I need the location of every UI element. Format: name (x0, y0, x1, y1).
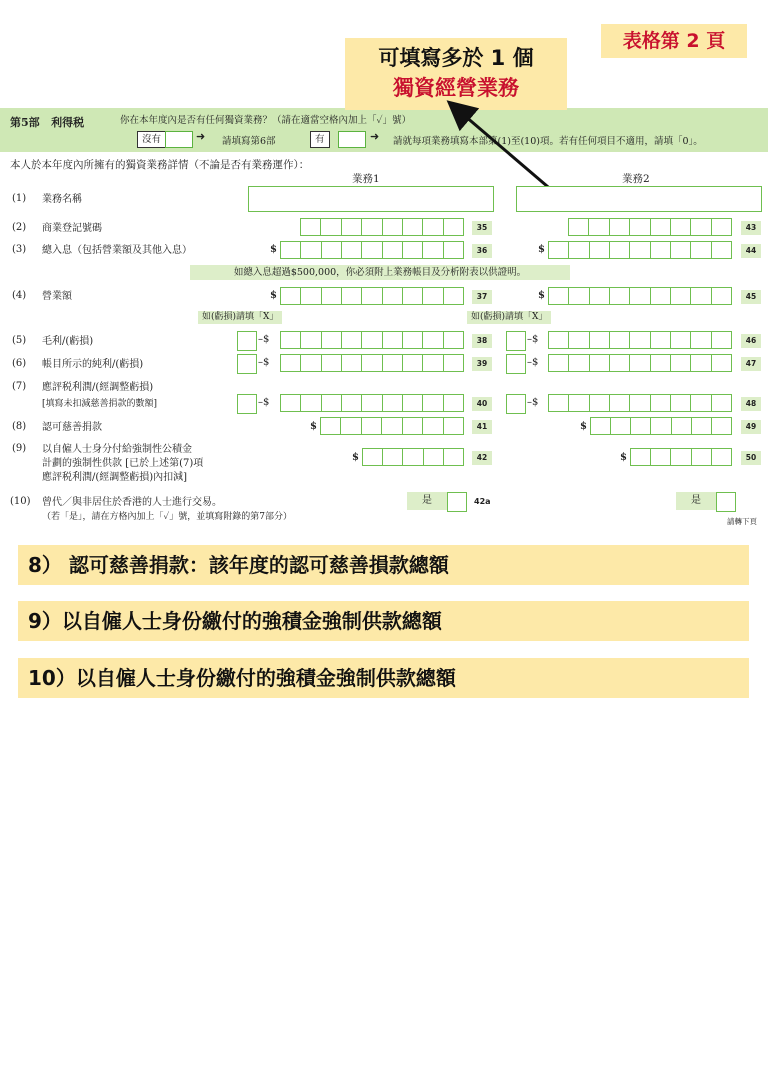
dollar-sign: $ (352, 452, 359, 463)
business2-charity-input[interactable] (590, 417, 732, 435)
dollar-sign: $ (270, 244, 277, 255)
yes-label: 是 (407, 492, 447, 510)
field-code: 46 (741, 334, 761, 348)
column-header-business1: 業務1 (352, 173, 380, 185)
field-code: 43 (741, 221, 761, 235)
row-sublabel: （若「是」，請在方格內加上「✓」號，並填寫附錄的第7部分） (42, 512, 293, 522)
row-sublabel: [填寫未扣減慈善捐款的數額] (42, 399, 158, 409)
dash-dollar: –$ (527, 357, 539, 368)
row-label: 應評税利潤/(經調整虧損) (42, 382, 154, 393)
field-code: 38 (472, 334, 492, 348)
field-code: 47 (741, 357, 761, 371)
income-note: 如總入息超過$500,000，你必須附上業務帳目及分析附表以供證明。 (190, 265, 570, 280)
row-label: 總入息（包括營業額及其他入息） (42, 245, 192, 256)
dollar-sign: $ (538, 290, 545, 301)
row-sublabel: 計劃的強制性供款 [已於上述第(7)項 (42, 458, 204, 469)
field-code: 42 (472, 451, 492, 465)
row-number: (9) (12, 443, 27, 454)
field-code: 45 (741, 290, 761, 304)
row-label: 毛利/(虧損) (42, 336, 94, 347)
field-code: 49 (741, 420, 761, 434)
business2-name-input[interactable] (516, 186, 762, 212)
business2-gross-loss-checkbox[interactable] (506, 331, 526, 351)
arrow-right-icon: ➜ (196, 130, 206, 143)
business1-gross-loss-checkbox[interactable] (237, 331, 257, 351)
business1-net-profit-input[interactable] (280, 354, 464, 372)
dollar-sign: $ (538, 244, 545, 255)
option-no-checkbox[interactable] (165, 131, 193, 148)
option-yes-label: 有 (310, 131, 330, 148)
row-label: 認可慈善捐款 (42, 422, 102, 433)
intro-text: 本人於本年度內所擁有的獨資業務詳情（不論是否有業務運作）： (10, 159, 310, 171)
dash-dollar: –$ (527, 334, 539, 345)
business1-mpf-input[interactable] (362, 448, 464, 466)
field-code: 44 (741, 244, 761, 258)
row-label: 商業登記號碼 (42, 223, 102, 234)
callout-line2: 獨資經營業務 (393, 76, 519, 100)
business2-assessable-profit-input[interactable] (548, 394, 732, 412)
business2-gross-profit-input[interactable] (548, 331, 732, 349)
dollar-sign: $ (270, 290, 277, 301)
row-number: (10) (10, 496, 31, 507)
dollar-sign: $ (620, 452, 627, 463)
dash-dollar: –$ (258, 334, 270, 345)
row-number: (5) (12, 335, 27, 346)
business1-turnover-input[interactable] (280, 287, 464, 305)
row-label: 業務名稱 (42, 194, 82, 205)
business1-assessable-profit-input[interactable] (280, 394, 464, 412)
business1-assessable-loss-checkbox[interactable] (237, 394, 257, 414)
yes-label: 是 (676, 492, 716, 510)
section-band (0, 108, 768, 152)
business1-br-number-input[interactable] (300, 218, 464, 236)
please-turn-over: 請轉下頁 (727, 517, 757, 526)
business2-nonresident-checkbox[interactable] (716, 492, 736, 512)
page-tag: 表格第 2 頁 (601, 24, 747, 58)
business1-total-income-input[interactable] (280, 241, 464, 259)
explanation-item-10: 10）以自僱人士身份繳付的強積金強制供款總額 (18, 658, 749, 698)
business2-turnover-input[interactable] (548, 287, 732, 305)
row-number: (2) (12, 222, 27, 233)
callout-line1: 可填寫多於 1 個 (378, 46, 534, 70)
option-no-label: 沒有 (137, 131, 166, 148)
business1-gross-profit-input[interactable] (280, 331, 464, 349)
dollar-sign: $ (580, 421, 587, 432)
loss-note-business2: 如(虧損)請填「X」 (467, 311, 551, 324)
business2-assessable-loss-checkbox[interactable] (506, 394, 526, 414)
field-code: 48 (741, 397, 761, 411)
row-number: (6) (12, 358, 27, 369)
loss-note-business1: 如(虧損)請填「X」 (198, 311, 282, 324)
business2-net-loss-checkbox[interactable] (506, 354, 526, 374)
business2-mpf-input[interactable] (630, 448, 732, 466)
field-code: 39 (472, 357, 492, 371)
row-number: (3) (12, 244, 27, 255)
business2-br-number-input[interactable] (568, 218, 732, 236)
business1-net-loss-checkbox[interactable] (237, 354, 257, 374)
explanation-item-9: 9）以自僱人士身份繳付的強積金強制供款總額 (18, 601, 749, 641)
business1-charity-input[interactable] (320, 417, 464, 435)
business1-nonresident-checkbox[interactable] (447, 492, 467, 512)
field-code: 40 (472, 397, 492, 411)
explanation-item-8: 8） 認可慈善捐款：該年度的認可慈善損款總額 (18, 545, 749, 585)
field-code: 36 (472, 244, 492, 258)
business2-net-profit-input[interactable] (548, 354, 732, 372)
dash-dollar: –$ (258, 397, 270, 408)
field-code: 50 (741, 451, 761, 465)
column-header-business2: 業務2 (622, 173, 650, 185)
dash-dollar: –$ (258, 357, 270, 368)
row-sublabel: 應評税利潤/(經調整虧損)內扣減] (42, 472, 188, 483)
option-no-goto: 請填寫第6部 (222, 136, 276, 147)
arrow-right-icon: ➜ (370, 130, 380, 143)
row-label: 營業額 (42, 291, 72, 302)
dollar-sign: $ (310, 421, 317, 432)
section-number: 第5部 利得税 (10, 116, 85, 129)
field-code: 41 (472, 420, 492, 434)
business2-total-income-input[interactable] (548, 241, 732, 259)
row-label: 帳目所示的純利/(虧損) (42, 359, 144, 370)
option-yes-checkbox[interactable] (338, 131, 366, 148)
field-code: 42a (474, 497, 491, 506)
section-question: 你在本年度內是否有任何獨資業務？（請在適當空格內加上「✓」號） (120, 115, 412, 126)
field-code: 35 (472, 221, 492, 235)
row-number: (1) (12, 193, 27, 204)
row-label: 曾代／與非居住於香港的人士進行交易。 (42, 497, 222, 508)
dash-dollar: –$ (527, 397, 539, 408)
option-yes-goto: 請就每項業務填寫本部第(1)至(10)項。若有任何項目不適用，請填「0」。 (393, 136, 703, 147)
row-number: (7) (12, 381, 27, 392)
field-code: 37 (472, 290, 492, 304)
row-number: (8) (12, 421, 27, 432)
business1-name-input[interactable] (248, 186, 494, 212)
row-label: 以自僱人士身分付給強制性公積金 (42, 444, 192, 455)
row-number: (4) (12, 290, 27, 301)
